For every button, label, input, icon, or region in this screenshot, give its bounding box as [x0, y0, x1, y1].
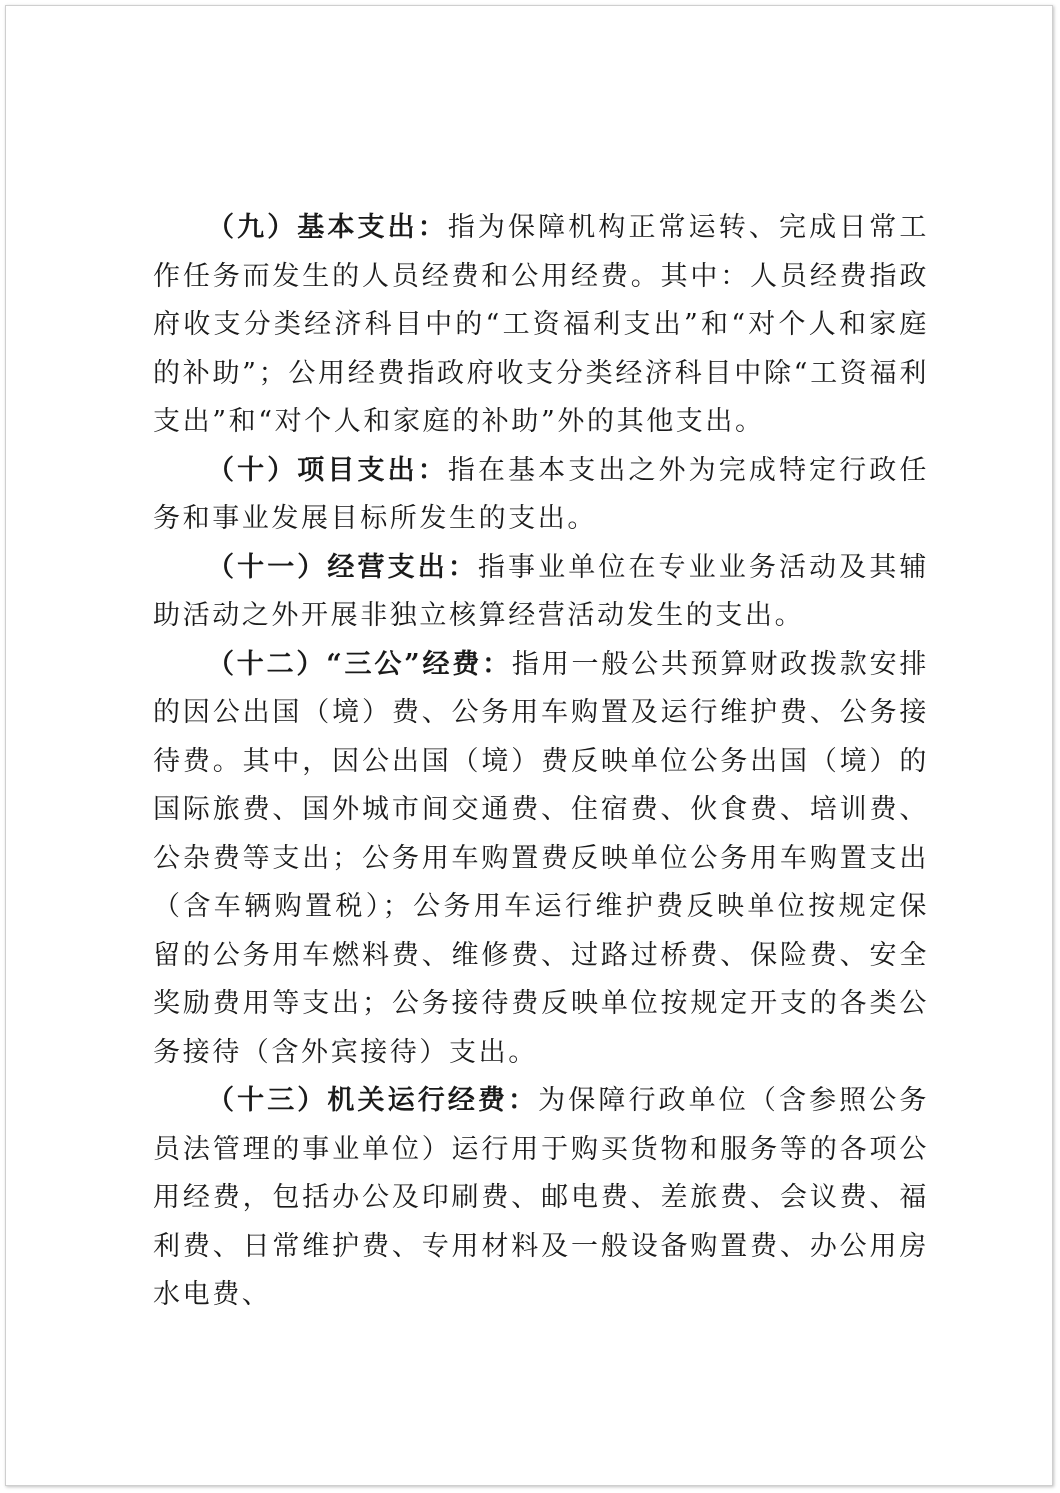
paragraph-text: 为保障行政单位（含参照公务员法管理的事业单位）运行用于购买货物和服务等的各项公用经费，包括办公及印刷费、邮电费、差旅费、会议费、福利费、日常维护费、专用材料及一般设备购置费、办公用房水电费、	[153, 1085, 929, 1310]
document-page	[5, 5, 1053, 1486]
paragraph-operating-expenditure	[153, 544, 929, 641]
paragraph-text: 指事业单位在专业业务活动及其辅助活动之外开展非独立核算经营活动发生的支出。	[153, 551, 929, 631]
paragraph-heading: （九）基本支出：	[207, 212, 448, 243]
document-body	[153, 204, 929, 1320]
paragraph-heading: （十二）“三公”经费：	[207, 648, 512, 680]
paragraph-text: 指为保障机构正常运转、完成日常工作任务而发生的人员经费和公用经费。其中：人员经费指政府收支分类经济科目中的“工资福利支出”和“对个人和家庭的补助”；公用经费指政府收支分类经济科目中除“工资福利支出”和“对个人和家庭的补助”外的其他支出。	[153, 212, 929, 437]
paragraph-text: 指用一般公共预算财政拨款安排的因公出国（境）费、公务用车购置及运行维护费、公务接待费。其中，因公出国（境）费反映单位公务出国（境）的国际旅费、国外城市间交通费、住宿费、伙食费、培训费、公杂费等支出；公务用车购置费反映单位公务用车购置支出（含车辆购置税）；公务用车运行维护费反映单位按规定保留的公务用车燃料费、维修费、过路过桥费、保险费、安全奖励费用等支出；公务接待费反映单位按规定开支的各类公务接待（含外宾接待）支出。	[153, 648, 929, 1068]
paragraph-basic-expenditure	[153, 204, 929, 447]
paragraph-three-public-funds	[153, 641, 929, 1078]
paragraph-heading: （十三）机关运行经费：	[207, 1085, 539, 1116]
paragraph-text: 指在基本支出之外为完成特定行政任务和事业发展目标所发生的支出。	[153, 454, 929, 534]
paragraph-heading: （十一）经营支出：	[207, 551, 478, 583]
paragraph-agency-operating-funds	[153, 1077, 929, 1320]
paragraph-heading: （十）项目支出：	[207, 454, 448, 486]
paragraph-project-expenditure	[153, 447, 929, 544]
